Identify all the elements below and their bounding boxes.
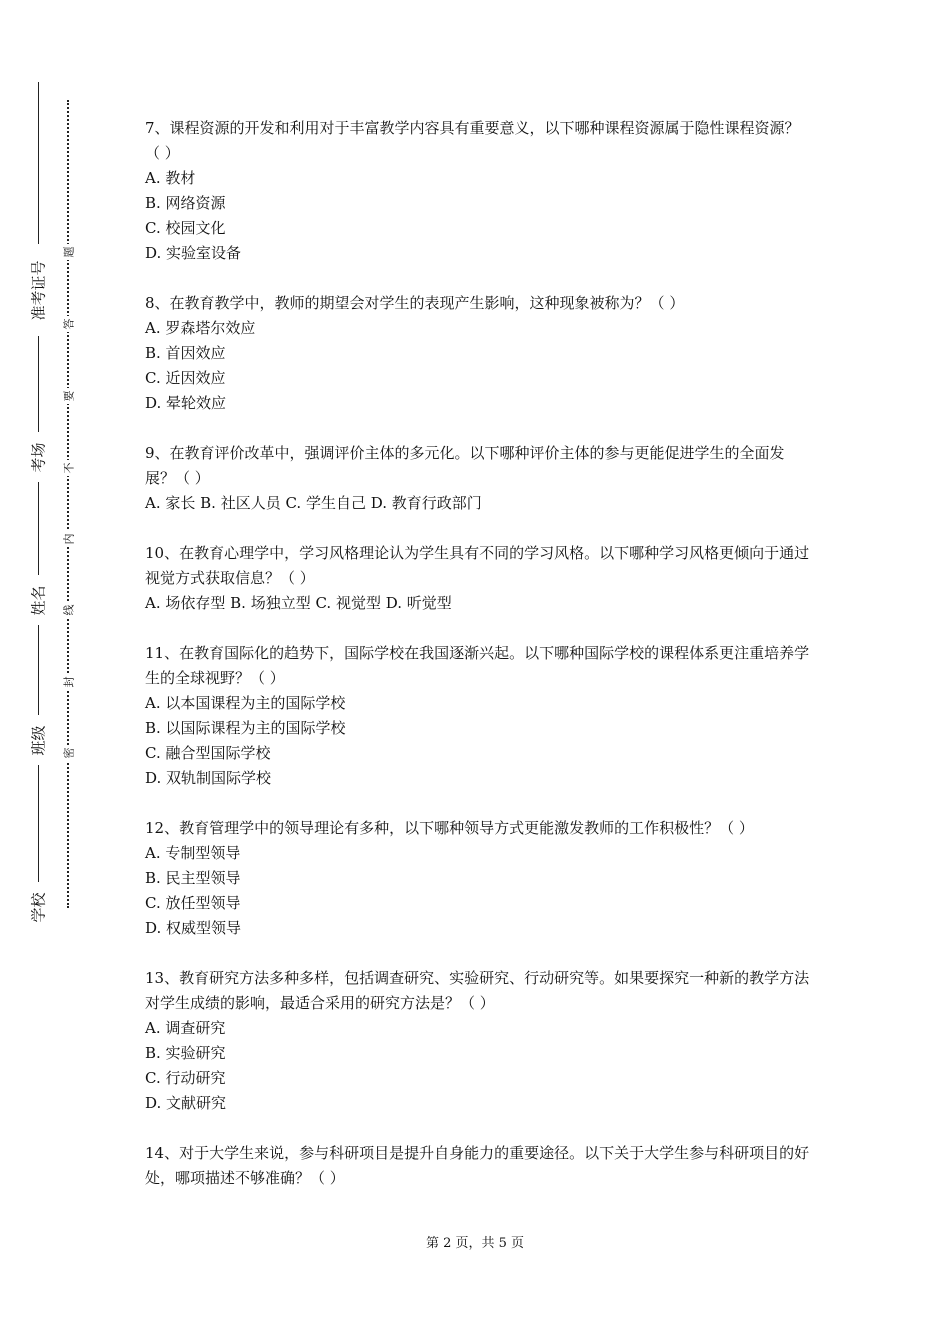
question-9 <box>145 441 810 516</box>
option-a: A. 专制型领导 <box>145 844 241 862</box>
binding-solid-line <box>38 82 39 912</box>
question-10 <box>145 541 810 616</box>
question-text: 10、在教育心理学中，学习风格理论认为学生具有不同的学习风格。以下哪种学习风格更倾向于通过视觉方式获取信息？（ ） <box>145 544 810 587</box>
school-label: 学校 <box>22 882 54 932</box>
option-c: C. 校园文化 <box>145 219 226 237</box>
option-d: D. 文献研究 <box>145 1094 227 1112</box>
seal-word: 不 <box>60 460 76 476</box>
seal-word: 题 <box>60 244 76 260</box>
question-text: 13、教育研究方法多种多样，包括调查研究、实验研究、行动研究等。如果要探究一种新的教学方法对学生成绩的影响，最适合采用的研究方法是？（ ） <box>145 969 810 1012</box>
question-text: 8、在教育教学中，教师的期望会对学生的表现产生影响，这种现象被称为？（ ） <box>145 294 685 312</box>
name-label: 姓名 <box>22 575 54 625</box>
question-14 <box>145 1141 810 1191</box>
exam-number-label: 准考证号 <box>22 244 54 336</box>
seal-word: 答 <box>60 316 76 332</box>
option-d: D. 权威型领导 <box>145 919 242 937</box>
seal-word: 线 <box>60 602 76 618</box>
question-text: 7、课程资源的开发和利用对于丰富教学内容具有重要意义，以下哪种课程资源属于隐性课程资源？（ ） <box>145 119 800 162</box>
question-list <box>145 116 810 1216</box>
option-b: B. 民主型领导 <box>145 869 241 887</box>
question-text: 12、教育管理学中的领导理论有多种，以下哪种领导方式更能激发教师的工作积极性？（ ） <box>145 819 754 837</box>
question-text: 14、对于大学生来说，参与科研项目是提升自身能力的重要途径。以下关于大学生参与科研项目的好处，哪项描述不够准确？（ ） <box>145 1144 810 1187</box>
seal-word: 要 <box>60 388 76 404</box>
question-text: 9、在教育评价改革中，强调评价主体的多元化。以下哪种评价主体的参与更能促进学生的全面发展？（ ） <box>145 444 785 487</box>
option-b: B. 网络资源 <box>145 194 226 212</box>
binding-margin <box>0 0 110 1344</box>
question-text: 11、在教育国际化的趋势下，国际学校在我国逐渐兴起。以下哪种国际学校的课程体系更注重培养学生的全球视野？（ ） <box>145 644 810 687</box>
option-c: C. 放任型领导 <box>145 894 241 912</box>
option-b: B. 实验研究 <box>145 1044 226 1062</box>
option-c: C. 行动研究 <box>145 1069 226 1087</box>
options-inline: A. 家长 B. 社区人员 C. 学生自己 D. 教育行政部门 <box>145 494 482 512</box>
option-d: D. 晕轮效应 <box>145 394 227 412</box>
option-a: A. 以本国课程为主的国际学校 <box>145 694 346 712</box>
option-d: D. 双轨制国际学校 <box>145 769 272 787</box>
option-a: A. 罗森塔尔效应 <box>145 319 256 337</box>
options-inline: A. 场依存型 B. 场独立型 C. 视觉型 D. 听觉型 <box>145 594 452 612</box>
option-c: C. 近因效应 <box>145 369 226 387</box>
question-12 <box>145 816 810 941</box>
option-d: D. 实验室设备 <box>145 244 242 262</box>
page-number-footer: 第 2 页，共 5 页 <box>425 1236 525 1251</box>
option-b: B. 以国际课程为主的国际学校 <box>145 719 346 737</box>
exam-room-label: 考场 <box>22 432 54 482</box>
seal-word: 封 <box>60 674 76 690</box>
class-label: 班级 <box>22 715 54 765</box>
option-b: B. 首因效应 <box>145 344 226 362</box>
question-13 <box>145 966 810 1116</box>
question-11 <box>145 641 810 791</box>
question-7 <box>145 116 810 266</box>
seal-dotted-line <box>67 100 69 908</box>
seal-word: 密 <box>60 745 76 761</box>
seal-word: 内 <box>60 531 76 547</box>
option-a: A. 调查研究 <box>145 1019 226 1037</box>
option-c: C. 融合型国际学校 <box>145 744 271 762</box>
option-a: A. 教材 <box>145 169 196 187</box>
question-8 <box>145 291 810 416</box>
